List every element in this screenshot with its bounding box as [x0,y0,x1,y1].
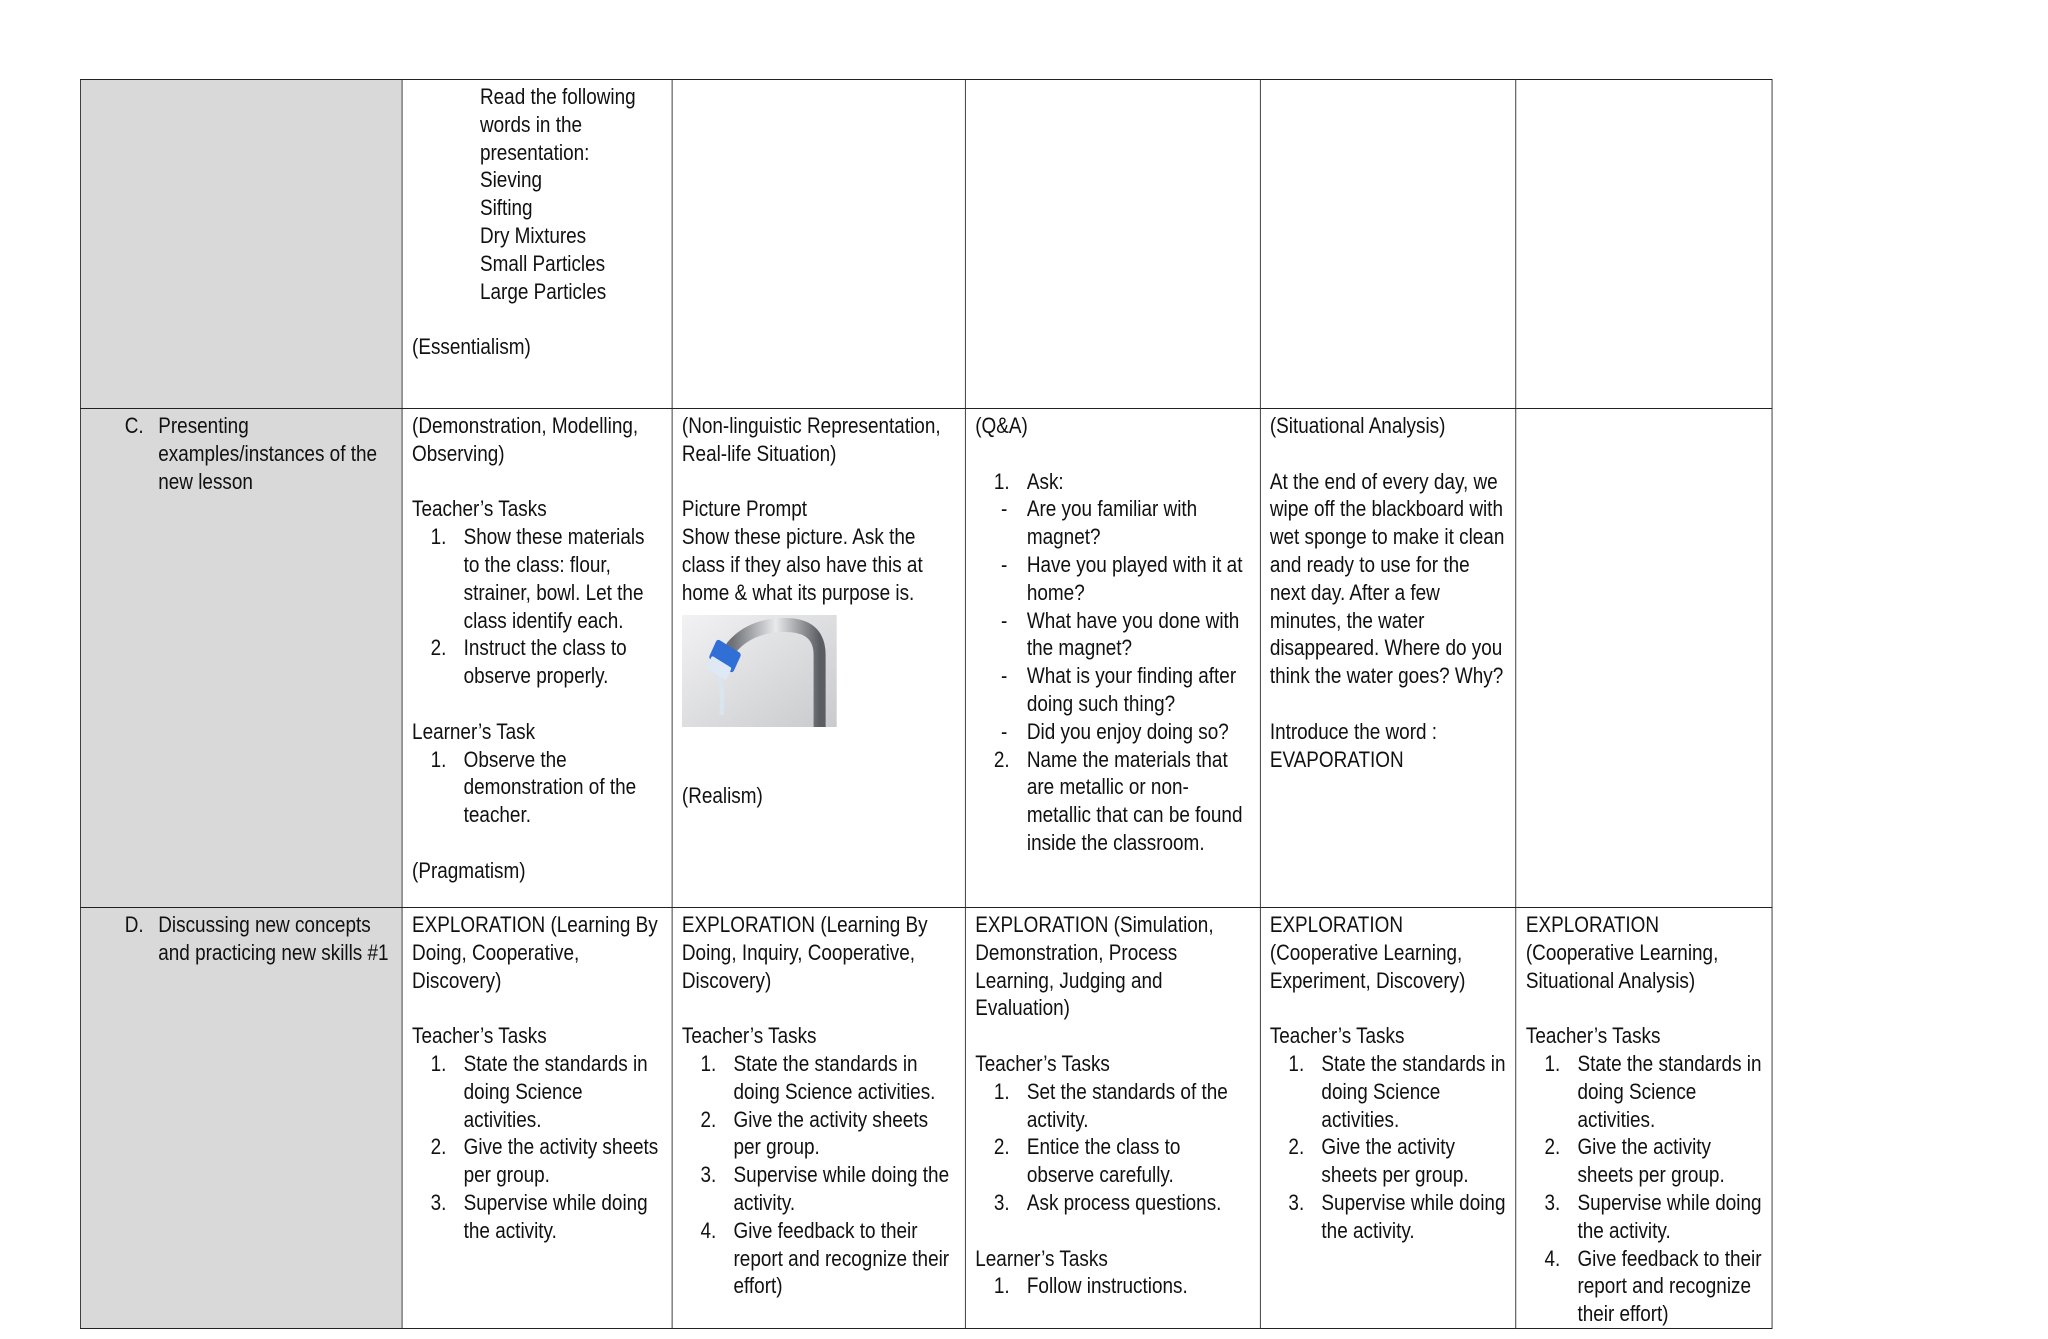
text-line: words in the [479,111,582,137]
word-item: Small Particles [479,250,606,276]
list-item: 1. Show these materials to the class: flour, strainer, bowl. Let the class identify each. [430,524,645,633]
list-item: - Are you familiar with magnet? [1001,496,1198,550]
tasks-title: Teacher’s Tasks [975,1050,1110,1076]
list-item: - What have you done with the magnet? [1001,607,1240,661]
list-item: 1. Follow instructions. [993,1273,1188,1299]
list-item: 4. Give feedback to their report and recognize their effort) [700,1217,950,1299]
tasks-title: Teacher’s Tasks [681,1023,817,1049]
list-item: - Did you enjoy doing so? [1001,718,1229,744]
cell-heading: (Q&A) [975,413,1028,438]
row-letter: C. [124,413,144,438]
row-letter: D. [124,912,144,937]
cell-d-col3 [965,908,1260,1329]
teacher-task-list [1526,1050,1762,1328]
learner-task-list [412,746,662,829]
teacher-task-list [412,1050,662,1245]
row-label-text: Presenting examples/instances of the new lesson [158,413,378,494]
list-item: 3. Supervise while doing the activity. [1544,1189,1762,1243]
teacher-task-list [412,523,662,690]
list-item: 3. Ask process questions. [993,1189,1222,1215]
question-list-2 [975,746,1250,857]
cell-c-col1 [402,409,672,908]
word-item: Dry Mixtures [479,222,587,248]
table-row-d [80,908,1772,1329]
list-item: 2. Instruct the class to observe properly. [430,635,627,689]
cell-d-col5 [1516,908,1772,1329]
list-item: 3. Supervise while doing the activity. [700,1162,950,1215]
row-label-d [80,908,402,1329]
list-item: 1. Ask: [993,468,1064,494]
cell-c-col4 [1260,409,1516,908]
word-item: Large Particles [479,278,607,304]
tasks-title: Learner’s Task [412,718,536,744]
row-label-empty [80,80,402,409]
cell-heading: (Non-linguistic Representation, Real-life Situation) [681,413,941,466]
cell-heading: (Demonstration, Modelling, Observing) [412,413,639,466]
word-item: Sieving [479,167,543,193]
list-item: 1. State the standards in doing Science activities. [1544,1050,1762,1132]
teacher-task-list [1270,1050,1506,1245]
prompt-text: Show these picture. Ask the class if they also have this at home & what its purpose is. [681,524,923,605]
list-item: 2. Name the materials that are metallic or non-metallic that can be found inside the classroom. [993,746,1243,855]
list-item: 2. Give the activity sheets per group. [700,1106,929,1160]
list-item: 2. Entice the class to observe carefully. [993,1134,1181,1188]
cell-heading: (Situational Analysis) [1269,413,1446,438]
list-item: 2. Give the activity sheets per group. [1544,1134,1725,1188]
cell-c-col5 [1516,409,1772,908]
tasks-title: Teacher’s Tasks [412,496,547,522]
cell-d-col2 [672,908,965,1329]
teacher-task-list [975,1078,1250,1217]
cell-d-col1 [402,908,672,1329]
situation-text: At the end of every day, we wipe off the blackboard with wet sponge to make it clean and ready to use for the next day. After a few minutes, the water disappeared. Where do you think the water goes? Why? [1269,468,1505,689]
cell-heading: EXPLORATION (Learning By Doing, Cooperative, Discovery) [412,912,658,993]
question-sublist [975,495,1250,745]
cell-c-col3 [965,409,1260,908]
cell-b-col5 [1516,80,1772,409]
tasks-title: Teacher’s Tasks [412,1023,547,1049]
cell-b-col1 [402,80,672,409]
faucet-photo [682,615,837,727]
text-line: Read the following [479,84,636,109]
text-line: presentation: [479,139,590,165]
table-row-b-continued [80,80,1772,409]
cell-heading: EXPLORATION (Simulation, Demonstration, Process Learning, Judging and Evaluation) [975,912,1214,1021]
learner-task-list [975,1272,1250,1300]
list-item: 1. Set the standards of the activity. [993,1078,1228,1132]
list-item: 2. Give the activity sheets per group. [1288,1134,1469,1188]
introduce-word: Introduce the word : EVAPORATION [1269,718,1438,772]
cell-c-col2 [672,409,965,908]
list-item: - Have you played with it at home? [1001,551,1243,605]
tasks-title: Learner’s Tasks [975,1245,1108,1271]
list-item: - What is your finding after doing such thing? [1001,663,1237,716]
cell-heading: EXPLORATION (Cooperative Learning, Experiment, Discovery) [1269,912,1466,993]
cell-d-col4 [1260,908,1516,1329]
tasks-title: Teacher’s Tasks [1269,1023,1405,1049]
cell-b-col2 [672,80,965,409]
teacher-task-list [682,1050,956,1300]
list-item: 1. State the standards in doing Science activities. [430,1050,648,1132]
list-item: 3. Supervise while doing the activity. [1288,1189,1506,1243]
approach-label: (Realism) [681,782,763,808]
cell-b-col3 [965,80,1260,409]
lesson-plan-table [80,79,1772,1329]
list-item: 1. Observe the demonstration of the teacher. [430,746,637,828]
list-item: 2. Give the activity sheets per group. [430,1134,659,1188]
list-item: 1. State the standards in doing Science activities. [1288,1050,1506,1132]
cell-heading: EXPLORATION (Learning By Doing, Inquiry, Cooperative, Discovery) [681,912,928,993]
word-item: Sifting [479,195,533,221]
list-item: 4. Give feedback to their report and recognize their effort) [1544,1245,1762,1327]
question-list [975,468,1250,496]
list-item: 3. Supervise while doing the activity. [430,1189,648,1243]
cell-b-col4 [1260,80,1516,409]
list-item: 1. State the standards in doing Science activities. [700,1050,936,1104]
row-label-text: Discussing new concepts and practicing new skills #1 [158,912,389,965]
prompt-title: Picture Prompt [681,496,808,522]
row-label-c [80,409,402,908]
tasks-title: Teacher’s Tasks [1525,1023,1661,1049]
table-row-c [80,409,1772,908]
approach-label: (Pragmatism) [412,857,526,883]
cell-heading: EXPLORATION (Cooperative Learning, Situational Analysis) [1525,912,1719,993]
approach-label: (Essentialism) [412,334,531,360]
